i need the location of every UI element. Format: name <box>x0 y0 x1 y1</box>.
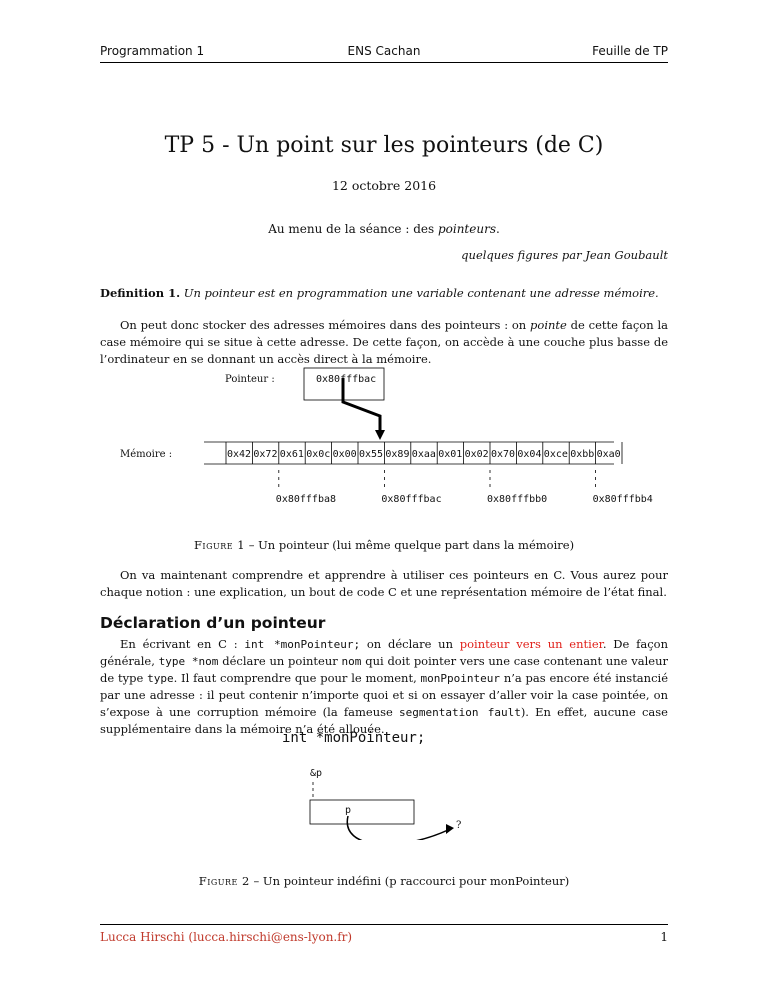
date: 12 octobre 2016 <box>331 178 437 193</box>
memory-cell: 0x04 <box>517 449 542 460</box>
intro-part2: de cette façon la case mémoire qui se situe à cette adresse. De cette façon, on accède à une couche plus basse de l’ordinateur en se donnant un accès direct à la mémoire. <box>100 318 668 366</box>
memory-cell: 0x72 <box>253 449 278 460</box>
memory-cell: 0x70 <box>491 449 516 460</box>
memory-cell: 0xbb <box>570 449 595 460</box>
memory-cell: 0x89 <box>385 449 410 460</box>
header-rule <box>100 62 668 63</box>
address-label: 0x80fffbb0 <box>487 494 548 505</box>
menu-line <box>0 222 768 236</box>
menu-prefix: Au menu de la séance : des <box>268 222 438 236</box>
address-label: 0x80fffba8 <box>275 494 337 505</box>
question-mark: ? <box>456 820 462 831</box>
address-label: 0x80fffbb4 <box>592 494 653 505</box>
memory-cell: 0x0c <box>306 449 331 460</box>
p-box <box>310 800 414 824</box>
footer-author[interactable]: Lucca Hirschi (lucca.hirschi@ens-lyon.fr) <box>100 930 353 944</box>
address-row <box>276 470 653 505</box>
addr-label: &p <box>310 768 323 779</box>
header-left: Programmation 1 <box>100 44 205 58</box>
figure-1-text: – Un pointeur (lui même quelque part dans la mémoire) <box>245 538 575 552</box>
undefined-arrowhead <box>446 824 454 834</box>
memory-cell: 0x42 <box>227 449 252 460</box>
transition-paragraph: On va maintenant comprendre et apprendre à utiliser ces pointeurs en C. Vous aurez pour chaque notion : une explication, un bout de code C et une représentation mémoire de l’état final. <box>100 568 668 599</box>
header-center: ENS Cachan <box>347 44 421 58</box>
footer-rule <box>100 924 668 925</box>
pointer-arrow <box>343 378 380 432</box>
memory-cell: 0xa0 <box>596 449 621 460</box>
figure-2-caption <box>0 874 768 888</box>
figure-1-label: Figure 1 <box>193 538 246 552</box>
memory-cell: 0xce <box>543 449 568 460</box>
section-title: Déclaration d’un pointeur <box>100 614 326 632</box>
figure-2-text: – Un pointeur indéfini (p raccourci pour monPointeur) <box>249 874 570 888</box>
header-right: Feuille de TP <box>592 44 668 58</box>
intro-emph: pointe <box>530 318 567 332</box>
pointer-value: 0x80fffbac <box>316 374 377 385</box>
pointer-label: Pointeur : <box>225 374 275 385</box>
figure-2-label: Figure 2 <box>198 874 250 888</box>
undefined-arrow <box>347 816 448 840</box>
figure-1-diagram <box>0 360 768 520</box>
section-paragraph: En écrivant en C : int *monPointeur; on déclare un pointeur vers un entier. De façon générale, type *nom déclare un pointeur nom qui doit pointer vers une case contenant une valeur de type type. Il faut comprendre que pour le moment, monPpointeur n’a pas encore été instancié par une adresse : il peut contenir n’importe quoi et si on essayer d’aller voir la case pointée, on s’expose à une corruption mémoire (la fameuse segmentation fault). En effet, aucune case supplémentaire dans la mémoire n’a été allouée. <box>100 637 669 736</box>
menu-suffix: . <box>495 222 500 236</box>
memory-cell: 0x01 <box>438 449 463 460</box>
p-label: p <box>345 805 352 816</box>
figure-2-diagram <box>0 760 768 840</box>
intro-part1: On peut donc stocker des adresses mémoires dans des pointeurs : on <box>120 318 531 332</box>
memory-label: Mémoire : <box>120 449 173 460</box>
page-title: TP 5 - Un point sur les pointeurs (de C) <box>164 133 604 158</box>
code-line: int *monPointeur; <box>282 730 426 746</box>
address-label: 0x80fffbac <box>381 494 442 505</box>
pointer-arrowhead <box>375 430 385 440</box>
memory-cell: 0x00 <box>332 449 357 460</box>
credit: quelques figures par Jean Goubault <box>461 248 668 262</box>
memory-row <box>204 442 622 464</box>
figure-1-caption <box>0 538 768 552</box>
red-link-text: pointeur vers un entier <box>459 637 603 651</box>
menu-emph: pointeurs <box>437 222 496 236</box>
definition-text: Un pointeur est en programmation une variable contenant une adresse mémoire. <box>183 286 659 300</box>
definition <box>100 286 668 300</box>
memory-cell: 0x55 <box>359 449 384 460</box>
memory-cell: 0x02 <box>464 449 489 460</box>
page-number: 1 <box>660 930 668 944</box>
memory-cell: 0x61 <box>279 449 304 460</box>
definition-label: Definition 1. <box>100 286 181 300</box>
memory-cell: 0xaa <box>411 449 436 460</box>
